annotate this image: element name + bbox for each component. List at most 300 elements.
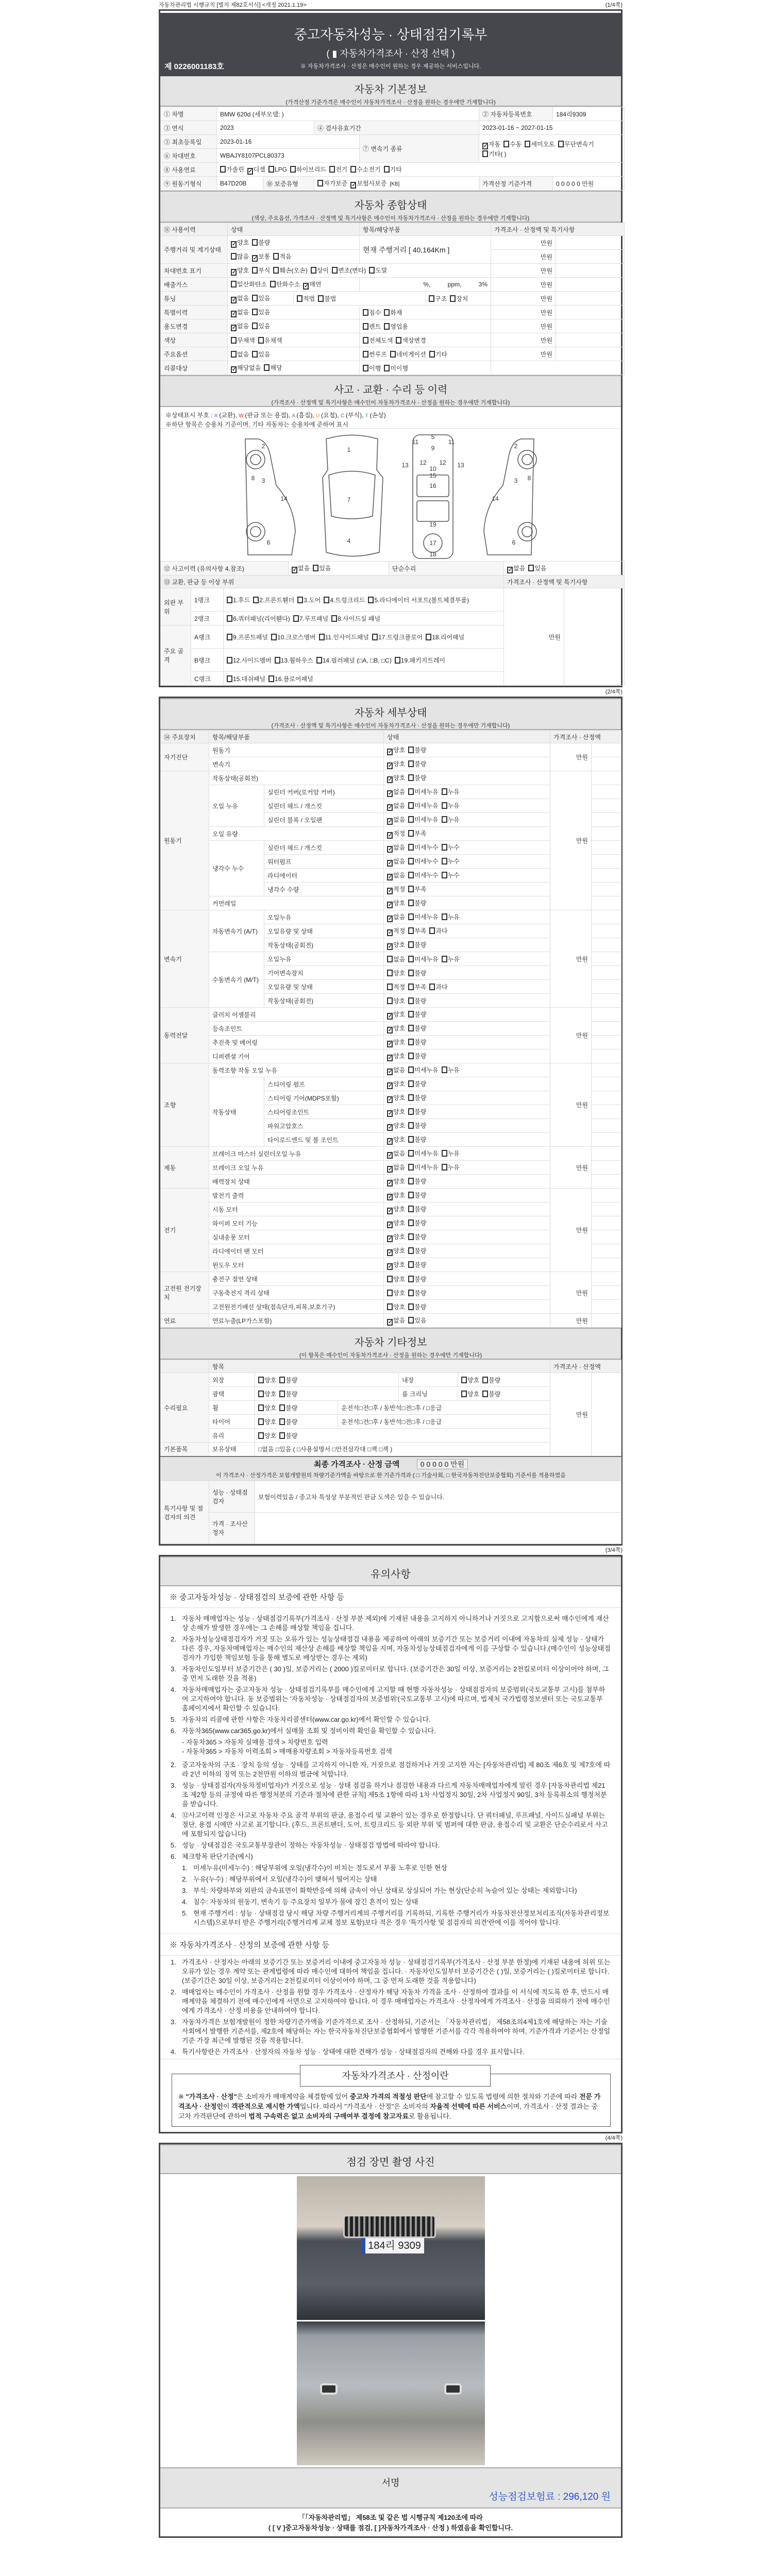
checkbox[interactable] <box>408 816 414 823</box>
checkbox-label: 불량 <box>285 1390 298 1398</box>
checkbox[interactable] <box>318 295 324 302</box>
checkbox[interactable] <box>252 239 258 246</box>
checkbox[interactable]: ✓ <box>388 749 393 755</box>
checkbox[interactable] <box>461 1391 467 1397</box>
checkbox[interactable]: ✓ <box>388 1319 393 1325</box>
checkbox[interactable] <box>258 1391 264 1397</box>
checkbox[interactable] <box>442 913 447 920</box>
checkbox[interactable]: ✓ <box>388 916 393 922</box>
checkbox[interactable]: ✓ <box>388 1263 393 1269</box>
checkbox[interactable] <box>253 597 259 603</box>
checkbox[interactable] <box>408 1136 414 1143</box>
checkbox-label: 5.라디에이터 서포트(볼트체결부품) <box>374 596 469 604</box>
checkbox[interactable] <box>408 830 414 837</box>
checkbox[interactable] <box>297 295 303 302</box>
checkbox[interactable] <box>408 747 414 753</box>
checkbox-option <box>290 166 326 173</box>
checkbox[interactable] <box>384 365 390 371</box>
checkbox[interactable]: ✓ <box>388 1027 393 1033</box>
checkbox[interactable] <box>369 267 375 274</box>
checkbox[interactable]: ✓ <box>232 269 237 275</box>
checkbox[interactable] <box>316 657 322 664</box>
checkbox-option <box>408 1290 426 1297</box>
checkbox[interactable]: ✓ <box>388 762 393 769</box>
checkbox[interactable] <box>408 1247 414 1254</box>
label: ② 자동차등록번호 <box>479 107 553 121</box>
checkbox-label: 부족 <box>414 983 427 991</box>
checkbox[interactable] <box>227 675 232 682</box>
checkbox[interactable] <box>442 802 447 809</box>
checkbox[interactable] <box>408 1276 414 1282</box>
checkbox-option <box>408 1080 426 1088</box>
checkbox[interactable] <box>384 309 390 316</box>
checkbox[interactable] <box>363 309 368 316</box>
checkbox[interactable] <box>384 166 390 173</box>
item-name: 오일유량 및 상태 <box>264 980 384 994</box>
label: 내장 <box>399 1373 458 1387</box>
checkbox-option <box>408 1053 426 1060</box>
checkbox[interactable] <box>408 1080 414 1087</box>
checkbox[interactable] <box>442 858 447 865</box>
checkbox[interactable] <box>387 997 393 1004</box>
checkbox[interactable] <box>482 1391 488 1397</box>
checkbox[interactable] <box>279 1418 285 1425</box>
checkbox[interactable] <box>429 984 435 990</box>
checkbox[interactable] <box>268 675 274 682</box>
checkbox-label: 없음 <box>393 802 406 809</box>
rank-parts <box>224 649 504 672</box>
checkbox-option <box>387 1178 405 1185</box>
checkbox-label: 미세누유 <box>414 1066 439 1074</box>
price-note <box>592 1133 621 1147</box>
checkbox[interactable] <box>408 1206 414 1212</box>
checkbox-option <box>408 1011 426 1018</box>
checkbox-option <box>408 788 438 795</box>
item-name: 실내송풍 모터 <box>209 1230 384 1244</box>
checkbox[interactable] <box>372 634 378 640</box>
checkbox[interactable]: ✓ <box>388 1055 393 1061</box>
price-unit: 만원 <box>550 743 592 771</box>
checkbox-option <box>332 267 366 274</box>
price-note <box>592 869 621 883</box>
checkbox[interactable] <box>273 267 279 274</box>
checkbox[interactable] <box>525 141 530 147</box>
checkbox[interactable] <box>503 141 509 147</box>
checkbox[interactable] <box>258 1404 264 1411</box>
checkbox[interactable]: ✓ <box>232 325 237 331</box>
checkbox-label: 없음 <box>237 294 249 302</box>
checkbox[interactable] <box>290 166 296 173</box>
checkbox-label: 불량 <box>414 1052 427 1060</box>
note-item <box>171 1614 611 1633</box>
checkbox[interactable] <box>390 351 396 358</box>
checkbox[interactable] <box>311 267 316 274</box>
checkbox[interactable] <box>350 166 356 173</box>
checkbox[interactable] <box>387 984 393 990</box>
checkbox[interactable] <box>231 337 237 344</box>
definition-title: 자동차가격조사 · 산정이란 <box>300 2065 491 2087</box>
checkbox[interactable] <box>408 872 414 878</box>
confirmation-line: 「「자동차관리법」 제58조 및 같은 법 시행규칙 제120조에 따라 <box>298 2514 483 2521</box>
checkbox[interactable] <box>275 657 280 664</box>
price-note <box>592 855 621 869</box>
wheel-icon <box>246 522 265 541</box>
checkbox-label: 14.필러패널 (□A, □B, □C) <box>322 656 392 664</box>
checkbox[interactable] <box>408 997 414 1004</box>
checkbox[interactable] <box>331 615 337 622</box>
checkbox[interactable]: ✓ <box>232 297 237 303</box>
checkbox[interactable] <box>408 941 414 948</box>
checkbox[interactable] <box>227 597 232 603</box>
checkbox[interactable]: ✓ <box>351 182 356 188</box>
checkbox-label: 탄화수소 <box>276 280 300 288</box>
checkbox[interactable]: ✓ <box>388 1138 393 1144</box>
checkbox[interactable] <box>258 337 264 344</box>
checkbox-label: 누수 <box>447 843 460 851</box>
checkbox[interactable] <box>408 1053 414 1059</box>
checkbox[interactable] <box>442 1164 447 1171</box>
checkbox[interactable] <box>450 295 456 302</box>
checkbox[interactable] <box>408 858 414 865</box>
item-name: 브레이크 오일 누유 <box>209 1161 384 1175</box>
checkbox[interactable] <box>408 1219 414 1226</box>
checkbox-option <box>387 927 405 935</box>
checkbox[interactable]: ✓ <box>483 143 488 149</box>
price-note <box>592 910 621 924</box>
checkbox-option <box>258 1377 276 1384</box>
checkbox[interactable] <box>408 984 414 990</box>
checkbox[interactable] <box>368 597 374 603</box>
checkbox-option <box>442 1164 460 1171</box>
checkbox-label: 있음 <box>258 322 271 330</box>
checkbox[interactable] <box>252 309 258 315</box>
checkbox[interactable]: ✓ <box>388 874 393 880</box>
checkbox[interactable]: ✓ <box>388 1194 393 1200</box>
checkbox-option <box>247 166 265 173</box>
checkbox[interactable] <box>408 1233 414 1240</box>
checkbox[interactable]: ✓ <box>388 1249 393 1256</box>
checkbox[interactable] <box>442 844 447 851</box>
checkbox[interactable]: ✓ <box>388 1180 393 1186</box>
checkbox[interactable] <box>442 1150 447 1157</box>
note-number: 5. <box>171 1716 176 1723</box>
checkbox[interactable]: ✓ <box>304 283 309 289</box>
gloss-options <box>255 1387 399 1401</box>
checkbox[interactable]: ✓ <box>388 1082 393 1089</box>
checkbox-label: 부식 <box>258 266 271 274</box>
note-number: 4. <box>171 1686 176 1693</box>
checkbox[interactable] <box>329 166 335 173</box>
checkbox-label: 누유 <box>447 816 460 823</box>
checkbox[interactable] <box>270 281 276 287</box>
checkbox[interactable] <box>363 365 368 371</box>
item-status <box>384 1161 550 1175</box>
checkbox-option <box>279 1404 297 1412</box>
checkbox[interactable] <box>279 1404 285 1411</box>
checkbox[interactable] <box>279 1432 285 1439</box>
item-name: 실린더 커버(로커암 커버) <box>264 785 384 799</box>
checkbox[interactable] <box>408 1192 414 1198</box>
fuel-options <box>217 163 625 177</box>
price-note <box>592 1077 621 1091</box>
checkbox-option <box>387 830 405 837</box>
checkbox[interactable] <box>227 634 232 640</box>
note-text: ⑫사고이력 인정은 사고로 자동차 주요 골격 부위의 판금, 용접수리 및 교환이 있는 경우로 한정합니다. 단 쿼터패널, 루프패널, 사이드실패널 부위는 절단, 용접 시에만 사고로 표기합니다. (후드, 프론트펜더, 도어, 트렁크리드 등 외판 부위 및 범퍼에 대한 판금, 용접수리 및 교환은 단순수리로서 사고에 포함되지 않습니다) <box>182 1811 608 1838</box>
checkbox[interactable]: ✓ <box>388 943 393 950</box>
checkbox-label: 불량 <box>414 1219 427 1227</box>
checkbox-label: 양호 <box>467 1390 480 1398</box>
final-price-note: 이 가격조사 · 산정가격은 보험개발원의 차량기준가액을 바탕으로 한 기준가격과 ( □ 기술사회, □ 한국자동차진단보증협회) 기준서를 적용하였음 <box>216 1472 566 1479</box>
checkbox[interactable] <box>528 565 534 571</box>
item-status <box>384 855 550 869</box>
checkbox[interactable] <box>279 1377 285 1383</box>
checkbox[interactable]: ✓ <box>388 1069 393 1075</box>
checkbox[interactable] <box>408 1317 414 1324</box>
checkbox[interactable]: ✓ <box>293 567 297 573</box>
checkbox[interactable]: ✓ <box>388 1222 393 1228</box>
section-title: 사고 · 교환 · 수리 등 이력 <box>333 384 448 396</box>
emission-values: %, ppm, 3% <box>360 278 491 292</box>
checkbox[interactable] <box>408 1150 414 1157</box>
price-note <box>592 1314 621 1328</box>
checkbox[interactable] <box>227 657 232 664</box>
item-status <box>384 1036 550 1049</box>
checkbox[interactable] <box>408 970 414 976</box>
checkbox[interactable] <box>252 295 258 301</box>
checkbox[interactable] <box>442 788 447 795</box>
checkbox[interactable]: ✓ <box>232 366 237 372</box>
usage-change-options <box>228 319 360 333</box>
checkbox[interactable]: ✓ <box>388 888 393 894</box>
checkbox[interactable] <box>332 267 338 274</box>
checkbox-option <box>268 675 313 683</box>
checkbox[interactable] <box>319 634 325 640</box>
diagram-label: 10 <box>429 465 436 472</box>
checkbox-label: 기타( ) <box>489 150 507 158</box>
checkbox[interactable]: ✓ <box>232 241 237 247</box>
checkbox[interactable] <box>396 337 401 344</box>
checkbox[interactable] <box>252 351 258 358</box>
checkbox[interactable] <box>408 802 414 809</box>
checkbox[interactable] <box>387 1303 393 1310</box>
checkbox[interactable]: ✓ <box>388 1096 393 1103</box>
checkbox[interactable]: ✓ <box>388 1124 393 1130</box>
checkbox[interactable]: ✓ <box>253 255 258 261</box>
item-name: 실린더 헤드 / 개스킷 <box>264 799 384 813</box>
checkbox[interactable] <box>408 1303 414 1310</box>
checkbox[interactable]: ✓ <box>388 804 393 810</box>
checkbox[interactable] <box>482 150 488 157</box>
checkbox-option <box>408 1108 426 1115</box>
checkbox[interactable] <box>429 295 434 302</box>
checkbox[interactable] <box>461 1377 467 1383</box>
checkbox[interactable] <box>408 956 414 962</box>
item-status <box>384 813 550 827</box>
checkbox[interactable] <box>558 141 564 147</box>
room-cleaning-options <box>458 1387 550 1401</box>
checkbox[interactable] <box>408 1164 414 1171</box>
item-status <box>384 1202 550 1216</box>
checkbox[interactable] <box>264 364 270 371</box>
checkbox-option <box>408 747 426 754</box>
checkbox[interactable] <box>408 913 414 920</box>
checkbox[interactable] <box>384 323 390 330</box>
checkbox-label: 부족 <box>414 885 427 893</box>
item-name: 라디에이터 팬 모터 <box>209 1244 384 1258</box>
checkbox[interactable] <box>442 816 447 823</box>
checkbox[interactable] <box>231 253 237 260</box>
item-status <box>384 1244 550 1258</box>
checkbox[interactable] <box>408 774 414 781</box>
checkbox[interactable]: ✓ <box>388 790 393 796</box>
checkbox-label: 미이행 <box>390 364 408 372</box>
checkbox[interactable] <box>408 760 414 767</box>
label: 기본품목 <box>161 1443 209 1456</box>
checkbox[interactable] <box>387 1290 393 1296</box>
checkbox[interactable] <box>231 281 237 287</box>
checkbox[interactable] <box>258 1432 264 1439</box>
checkbox[interactable]: ✓ <box>388 832 393 838</box>
checkbox[interactable] <box>387 1276 393 1282</box>
checkbox-label: 양호 <box>393 1122 406 1129</box>
checkbox[interactable] <box>317 180 323 187</box>
checkbox[interactable]: ✓ <box>508 567 513 573</box>
checkbox-option <box>258 1432 276 1439</box>
tire-position: 운전석□전□후 / 동반석□전□후 / □응급 <box>338 1415 550 1429</box>
checkbox[interactable] <box>408 1122 414 1129</box>
checkbox[interactable] <box>429 927 435 934</box>
checkbox[interactable]: ✓ <box>388 1013 393 1019</box>
wheel-hub-icon <box>250 527 261 537</box>
checkbox[interactable] <box>408 1261 414 1268</box>
color-change-options <box>360 333 491 347</box>
checkbox[interactable] <box>324 597 329 603</box>
checkbox[interactable]: ✓ <box>388 1166 393 1172</box>
checkbox[interactable] <box>279 1391 285 1397</box>
checkbox[interactable] <box>258 1418 264 1425</box>
checkbox[interactable] <box>227 615 232 622</box>
checkbox-option <box>387 997 405 1005</box>
checkbox[interactable] <box>231 351 237 358</box>
checkbox-label: 적정 <box>393 829 406 837</box>
checkbox-option <box>482 1377 500 1384</box>
inspector-opinion: 보험이력있음 / 중고차 특성상 부분적인 판금 도색은 있을 수 있습니다. <box>255 1481 621 1513</box>
label: 주요옵션 <box>161 347 228 361</box>
price-note <box>592 1175 621 1189</box>
checkbox[interactable]: ✓ <box>388 1110 393 1116</box>
checkbox[interactable] <box>258 1377 264 1383</box>
checkbox-option <box>387 1247 405 1255</box>
checkbox[interactable] <box>293 615 299 622</box>
checkbox[interactable] <box>313 565 318 571</box>
checkbox[interactable] <box>297 597 303 603</box>
checkbox[interactable]: ✓ <box>232 311 237 317</box>
checkbox[interactable]: ✓ <box>388 776 393 783</box>
checkbox-option <box>387 844 405 851</box>
label: ⑨ 원동기형식 <box>161 177 217 191</box>
item-name: 스티어링조인트 <box>264 1105 384 1119</box>
checkbox[interactable] <box>395 657 400 664</box>
checkbox[interactable] <box>408 1290 414 1296</box>
checkbox[interactable] <box>408 1178 414 1184</box>
item-status <box>384 1314 550 1328</box>
checkbox-label: 불량 <box>414 1094 427 1101</box>
checkbox[interactable] <box>482 1377 488 1383</box>
checkbox-option <box>408 830 426 837</box>
price-survey-option: ( ▮ 자동차가격조사 · 산정 선택 ) <box>326 48 455 59</box>
note-text: 자동차매매업자는 중고자동차 성능 · 상태점검기록부를 매수인에게 고지할 때 현행 자동차성능 · 상태점검자의 보증범위(국토교통부 고시)를 첨부하여 고지하여야 합니다. 동 보증범위는 '자동차성능 · 상태점검자의 보증범위'(국토교통부 고시)에 따르며, 법제처 국가법령정보센터 또는 국토교통부 홈페이지에서 확인할 수 있습니다. <box>182 1686 606 1712</box>
checkbox-label: 있음 <box>414 1316 427 1324</box>
checkbox[interactable] <box>387 970 393 976</box>
checkbox[interactable] <box>387 956 393 962</box>
checkbox[interactable]: ✓ <box>388 1208 393 1214</box>
checkbox[interactable]: ✓ <box>388 1152 393 1158</box>
checkbox[interactable] <box>408 1094 414 1101</box>
checkbox[interactable] <box>442 1066 447 1073</box>
note-text: 자동차인도일부터 보증기간은 ( 30 )일, 보증거리는 ( 2000 )킬로미터로 합니다. (보증기간은 30일 이상, 보증거리는 2천킬로미터 이상이어야 하며, 그 중 먼저 도래한 것을 적용) <box>182 1665 609 1682</box>
checkbox-option <box>231 351 249 358</box>
checkbox[interactable] <box>363 351 368 358</box>
label: 성능 · 상태점검자 <box>209 1481 255 1513</box>
legend-desc: (판금 또는 용접), <box>245 412 292 419</box>
rear-photo <box>297 2321 485 2465</box>
checkbox[interactable]: ✓ <box>388 818 393 824</box>
checkbox[interactable] <box>271 634 277 640</box>
checkbox[interactable] <box>442 872 447 878</box>
checkbox[interactable] <box>408 1108 414 1115</box>
item-name: 충전구 절연 상태 <box>209 1272 384 1286</box>
checkbox-option <box>387 1317 405 1324</box>
checkbox[interactable] <box>220 166 226 173</box>
checkbox[interactable]: ✓ <box>388 1235 393 1242</box>
checkbox[interactable]: ✓ <box>388 902 393 908</box>
checkbox[interactable]: ✓ <box>388 1041 393 1047</box>
price-note <box>592 1286 621 1300</box>
checkbox[interactable] <box>408 1011 414 1018</box>
checkbox[interactable]: ✓ <box>388 860 393 866</box>
checkbox[interactable] <box>408 900 414 906</box>
checkbox[interactable] <box>408 1039 414 1045</box>
item-status <box>384 771 550 785</box>
checkbox[interactable] <box>252 267 258 274</box>
checkbox[interactable] <box>408 1066 414 1073</box>
checkbox[interactable] <box>429 351 435 358</box>
checkbox[interactable]: ✓ <box>248 168 253 174</box>
checkbox[interactable] <box>363 323 368 330</box>
checkbox[interactable] <box>426 634 431 640</box>
checkbox[interactable] <box>408 1025 414 1031</box>
checkbox[interactable] <box>442 956 447 962</box>
checkbox[interactable]: ✓ <box>388 929 393 936</box>
checkbox-option <box>363 337 393 344</box>
definition-text: 에 참고할 수 있도록 법령에 의한 절차와 기준에 따라 <box>426 2093 579 2100</box>
checkbox[interactable] <box>252 323 258 329</box>
checkbox[interactable] <box>408 886 414 892</box>
section-title: 자동차 세부상태 <box>354 707 427 719</box>
checkbox[interactable] <box>363 337 368 344</box>
table-row <box>161 588 625 612</box>
checkbox[interactable] <box>408 844 414 851</box>
wheel-options <box>255 1401 338 1415</box>
checkbox[interactable] <box>408 927 414 934</box>
item-status <box>384 869 550 883</box>
price-note <box>592 980 621 994</box>
checkbox[interactable] <box>268 166 274 173</box>
checkbox[interactable] <box>273 253 279 260</box>
checkbox[interactable]: ✓ <box>388 846 393 852</box>
checkbox[interactable] <box>408 788 414 795</box>
label: 외판 부위 <box>161 588 191 625</box>
